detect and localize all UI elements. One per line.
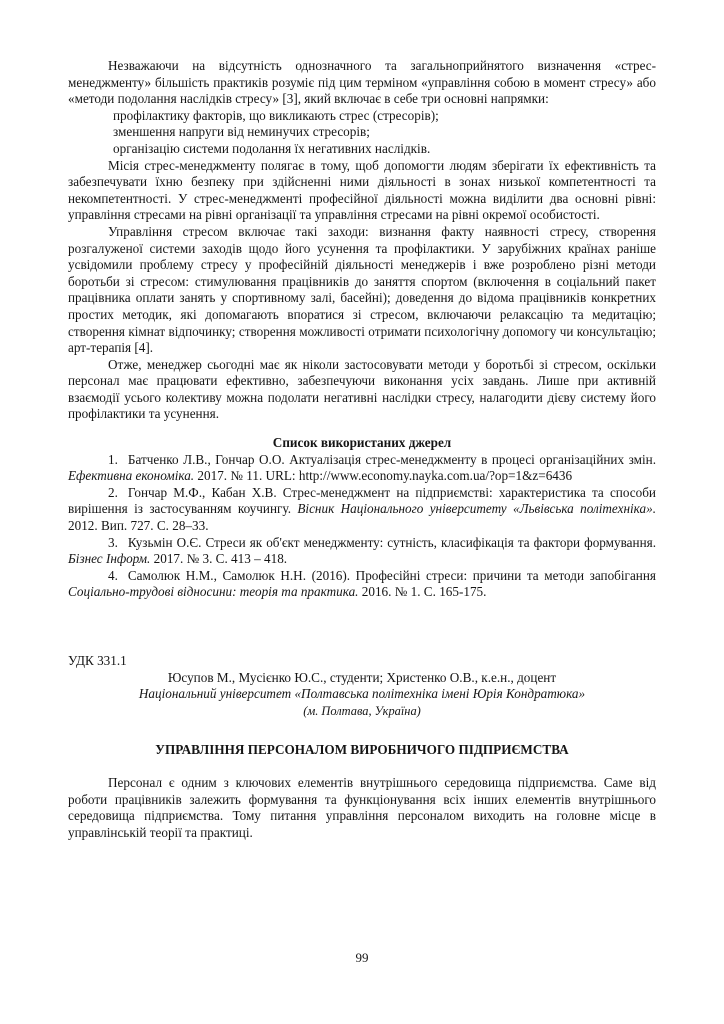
reference-number: 2. (108, 484, 118, 500)
reference-source-italic: Соціально-трудові відносини: теорія та практика. (68, 584, 359, 600)
page-number: 99 (355, 950, 369, 965)
reference-text-part: Батченко Л.В., Гончар О.О. Актуалізація стрес-менеджменту в процесі організаційних змін. (127, 451, 656, 467)
reference-source-italic: Бізнес Інформ. (68, 551, 151, 567)
article-title: УПРАВЛІННЯ ПЕРСОНАЛОМ ВИРОБНИЧОГО ПІДПРИЄМСТВА (155, 742, 569, 758)
paragraph-measures: Управління стресом включає такі заходи: визнання факту наявності стресу, створення розгалуженої системи заходів щодо його усунення та профілактики. У зарубіжних країнах раніше усвідомили проблему стресу у професійній діяльності менеджерів і вже розроблено різні методи боротьби зі стресом: стимулювання працівників до заняття спортом (включення в соціальний пакет працівника оплати занять у спортивному залі, басейні); доведення до відома працівників конкретних простих методик, які допомагають впоратися зі стресом, включаючи релаксацію та медитацію; створення кімнат відпочинку; створення можливості отримати психологічну допомогу чи консультацію; арт-терапія [4]. (68, 223, 656, 356)
paragraph-mission: Місія стрес-менеджменту полягає в тому, щоб допомогти людям зберігати їх ефективність та забезпечувати їхню безпеку при здійсненні ними діяльності в зонах низької компетентності та некомпетентності. У стрес-менеджменті професійної діяльності можна виділити два основні рівні: управління стресами на рівні організації та управління стресами на рівні окремої особистості. (68, 157, 656, 223)
reference-number: 1. (108, 451, 118, 467)
paragraph-intro: Незважаючи на відсутність однозначного та загальноприйнятого визначення «стрес-менеджменту» більшість практиків розуміє під цим терміном «управління собою в момент стресу» або «методи подолання наслідків стресу» [3], який включає в себе три основні напрямки: (68, 58, 656, 107)
page-content-column (68, 58, 656, 841)
affiliation-line: Національний університет «Полтавська політехніка імені Юрія Кондратюка» (138, 686, 586, 702)
city-line: (м. Полтава, Україна) (303, 703, 421, 718)
reference-text-part: 2017. № 3. С. 413 – 418. (150, 551, 288, 567)
author-line: Юсупов М., Мусієнко Ю.С., студенти; Христенко О.В., к.е.н., доцент (167, 669, 557, 685)
udk-code: УДК 331.1 (68, 653, 127, 668)
reference-source-italic: Ефективна економіка. (68, 468, 195, 484)
list-item: організацію системи подолання їх негативних наслідків. (113, 140, 431, 156)
reference-text-part: Кузьмін О.Є. Стреси як об'єкт менеджменту: сутність, класифікація та фактори формування. (127, 534, 656, 550)
paragraph-conclusion: Отже, менеджер сьогодні має як ніколи застосовувати методи у боротьбі зі стресом, оскільки персонал має працювати ефективно, забезпечуючи виконання усіх завдань. Лише при активній взаємодії усього колективу можна подолати негативні наслідки стресу, налагодити дієву систему його профілактики та усунення. (68, 356, 656, 422)
reference-entry (68, 485, 656, 535)
reference-text-part: Гончар М.Ф., Кабан Х.В. Стрес-менеджмент на підприємстві: характеристика та способи вирішення із застосуванням коучингу. (68, 484, 656, 517)
references-heading: Список використаних джерел (272, 435, 452, 451)
spacer (68, 759, 656, 775)
reference-entry (68, 568, 656, 601)
reference-entry (68, 535, 656, 568)
reference-text-part: 2017. № 11. URL: http://www.economy.nayka.com.ua/?op=1&z=6436 (194, 468, 573, 484)
reference-number: 4. (108, 567, 118, 583)
reference-text-part: 2016. № 1. С. 165-175. (358, 584, 487, 600)
reference-number: 3. (108, 534, 118, 550)
paragraph-personnel-intro: Персонал є одним з ключових елементів внутрішнього середовища підприємства. Саме від роботи працівників залежить формування та функціонування всіх інших елементів внутрішнього середовища підприємства. Тому питання управління персоналом виходить на головне місце в управлінській теорії та практиці. (68, 774, 656, 840)
list-item: зменшення напруги від неминучих стресорів; (113, 124, 370, 140)
spacer (68, 719, 656, 742)
reference-text-part: 2012. Вип. 727. С. 28–33. (68, 518, 209, 534)
reference-entry (68, 452, 656, 485)
list-item: профілактику факторів, що викликають стрес (стресорів); (113, 107, 439, 123)
spacer (68, 423, 656, 435)
reference-source-italic: Вісник Національного університету «Львівська політехніка». (297, 501, 656, 517)
reference-text-part: Самолюк Н.М., Самолюк Н.Н. (2016). Професійні стреси: причини та методи запобігання (127, 567, 656, 583)
spacer (68, 601, 656, 653)
